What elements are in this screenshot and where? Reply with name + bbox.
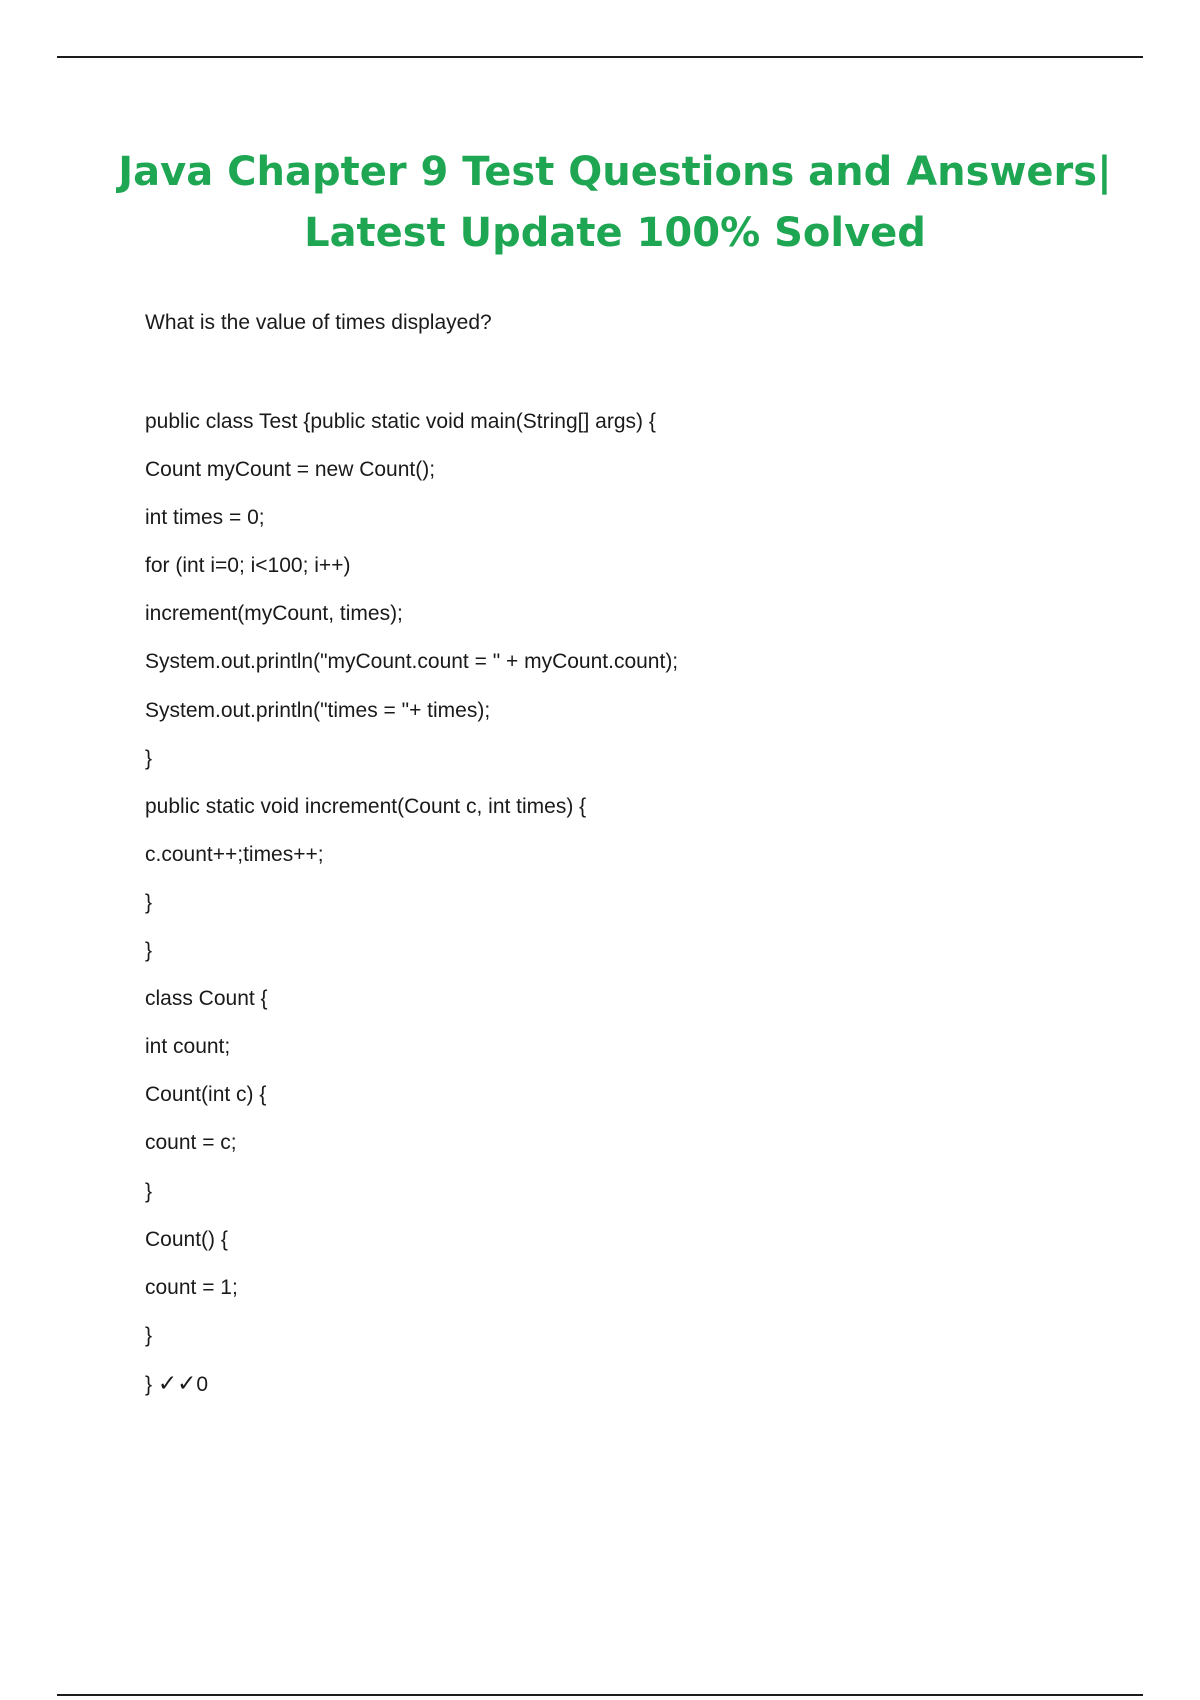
code-listing: [145, 409, 678, 1419]
code-line: Count() {: [145, 1227, 228, 1251]
code-line: class Count {: [145, 987, 268, 1011]
code-line: System.out.println("myCount.count = " + myCount.count);: [145, 650, 679, 674]
title-line-2: Latest Update 100% Solved: [304, 210, 926, 256]
code-line: for (int i=0; i<100; i++): [145, 554, 351, 578]
code-line: count = c;: [145, 1131, 237, 1155]
code-line: }: [145, 1323, 153, 1347]
code-line: }: [145, 890, 153, 914]
answer-value: 0: [196, 1372, 209, 1396]
code-line: Count myCount = new Count();: [145, 458, 436, 482]
double-check-icon: ✓✓: [157, 1370, 197, 1397]
code-line: }: [145, 939, 153, 963]
code-line: int times = 0;: [145, 506, 265, 530]
question-text: What is the value of times displayed?: [145, 311, 492, 334]
code-line: }: [145, 1179, 153, 1203]
code-line: public class Test {public static void main(String[] args) {: [145, 410, 656, 433]
code-line: public static void increment(Count c, int times) {: [145, 794, 587, 818]
document-title: [100, 142, 1130, 264]
top-rule: [57, 56, 1143, 58]
code-line: System.out.println("times = "+ times);: [145, 698, 491, 722]
code-line: int count;: [145, 1035, 231, 1059]
code-line: increment(myCount, times);: [145, 602, 403, 626]
code-line: c.count++;times++;: [145, 842, 324, 866]
closing-brace: }: [145, 1372, 153, 1396]
code-line: count = 1;: [145, 1275, 238, 1299]
title-line-1: Java Chapter 9 Test Questions and Answers|: [118, 149, 1112, 195]
code-line: Count(int c) {: [145, 1083, 267, 1107]
answer-line: [145, 1371, 678, 1419]
bottom-rule: [57, 1694, 1143, 1696]
code-line: }: [145, 746, 153, 770]
